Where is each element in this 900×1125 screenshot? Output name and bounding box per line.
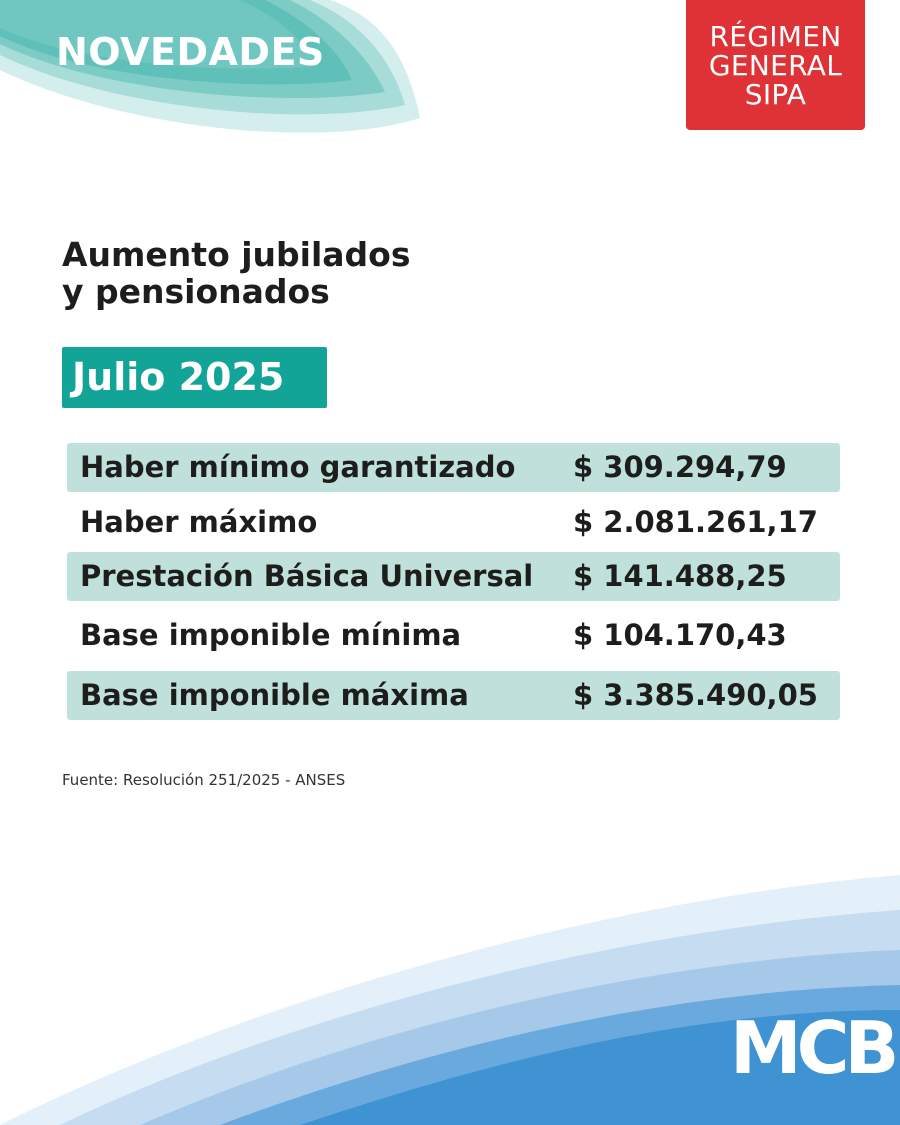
row-label: Haber máximo	[80, 505, 318, 539]
row-value: $ 2.081.261,17	[573, 505, 818, 539]
mcb-logo: MCB	[730, 1006, 895, 1090]
row-value: $ 141.488,25	[573, 559, 787, 593]
source-note: Fuente: Resolución 251/2025 - ANSES	[62, 771, 346, 789]
page-title-line-1: Aumento jubilados	[62, 235, 411, 274]
row-value: $ 3.385.490,05	[573, 678, 818, 712]
row-value: $ 309.294,79	[573, 450, 787, 484]
row-value: $ 104.170,43	[573, 618, 787, 652]
row-label: Base imponible máxima	[80, 678, 469, 712]
regime-line-1: RÉGIMEN	[709, 19, 842, 53]
page-title-line-2: y pensionados	[62, 272, 330, 311]
regime-line-2: GENERAL	[708, 48, 843, 82]
row-label: Haber mínimo garantizado	[80, 450, 516, 484]
table-row-base-minima	[67, 611, 840, 660]
page-title	[62, 236, 410, 310]
period-badge: Julio 2025	[62, 347, 327, 408]
table-row-haber-maximo	[67, 498, 840, 547]
header-banner-title: NOVEDADES	[56, 30, 325, 74]
regime-badge	[686, 0, 865, 130]
row-label: Base imponible mínima	[80, 618, 462, 652]
regime-line-3: SIPA	[744, 77, 807, 111]
table-row-base-maxima	[67, 671, 840, 720]
row-label: Prestación Básica Universal	[80, 559, 534, 593]
table-row-haber-minimo	[67, 443, 840, 492]
table-row-pbu	[67, 552, 840, 601]
